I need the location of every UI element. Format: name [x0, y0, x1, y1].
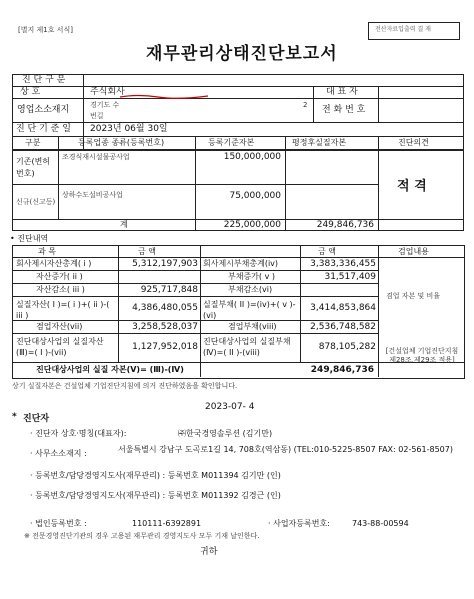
- col-license-header: 등록업종 종류(등록번호): [78, 138, 165, 147]
- left-row-label: 진단대상사업의 실질자산 (Ⅲ)=( I )-(vii): [16, 337, 104, 358]
- right-row-label: 회사제시부채총계(iv): [203, 259, 279, 268]
- guideline-note: [건설업체 기업진단지침 제28조,제29조 적용]: [385, 347, 459, 365]
- biz-reg-value: 743-88-00594: [352, 519, 409, 528]
- total-actual-capital: 249,846,736: [316, 220, 374, 230]
- handwritten-mark: [118, 93, 210, 99]
- left-row-label: 회사제시자산총계( i ): [16, 259, 92, 268]
- right-row-label: 부채감소(vi): [228, 285, 273, 294]
- col-actual-capital-header: 평정후실질자본: [292, 138, 347, 147]
- new-license-item: 상하수도설비공사업: [62, 191, 123, 199]
- col-required-capital-header: 등록기준자본: [208, 138, 255, 147]
- office-address-label: 영업소소재지: [17, 105, 70, 115]
- footnote: ※ 전문경영진단기관의 경우 고용된 재무관리 경영지도사 모두 기재 날인한다.: [24, 532, 260, 540]
- right-row-label: 실질부채( II )=(iv)+( v )-(vi): [203, 300, 296, 321]
- existing-row-label: 기존(변허 번호): [16, 157, 51, 178]
- existing-license-item: 조경식재시설물공사업: [62, 153, 130, 161]
- opinion-value: 적 격: [397, 179, 427, 194]
- total-required-capital: 225,000,000: [223, 220, 281, 230]
- left-row-label: 자산감소( iii ): [36, 285, 85, 294]
- company-name-value: 주식회사: [90, 87, 125, 97]
- office-address-value-1: 경기도 수: [90, 101, 120, 109]
- office-value: 서울특별시 강남구 도곡로1길 14, 708호(역삼동) (TEL:010-5225-8507 FAX: 02-561-8507): [118, 445, 453, 454]
- left-row-value: 925,717,848: [140, 285, 198, 295]
- registration-line-2: · 등록번호/담당경영지도사(재무관리) : 등록번호 M011392 김경근 (인): [30, 491, 281, 500]
- left-item-header: 과 목: [38, 247, 56, 256]
- business-content-header: 검업내용: [398, 247, 429, 256]
- details-heading: • 진단내역: [10, 234, 49, 243]
- registration-line-1: · 등록번호/담당경영지도사(재무관리) : 등록번호 M011394 김기만 (인): [30, 471, 281, 480]
- new-row-label: 신규(신고등): [16, 198, 56, 206]
- base-date-value: 2023년 06월 30일: [90, 124, 168, 134]
- document-title: 재무관리상태진단보고서: [146, 44, 338, 64]
- right-row-label: 부채증가( v ): [228, 272, 275, 281]
- left-row-value: 1,127,952,018: [132, 342, 198, 352]
- business-note: 겸업 자본 및 비율: [386, 292, 441, 300]
- office-label: · 사무소소재지 :: [30, 449, 87, 458]
- corp-reg-label: · 법인등록번호 :: [30, 519, 87, 528]
- office-address-value-3: 번길: [90, 112, 104, 120]
- left-amount-header: 금 액: [138, 247, 156, 256]
- new-required-amount: 75,000,000: [229, 191, 281, 201]
- final-capital-label: 진단대상사업의 실질 자본(Ⅴ)= (Ⅲ)-(Ⅳ): [36, 365, 184, 374]
- col-type-header: 구분: [25, 138, 41, 147]
- left-row-label: 실질자산( I )=( i )+( ii )-( iii ): [16, 300, 110, 321]
- stamp-box-label: 전산자료입출력 결 재: [375, 26, 431, 33]
- biz-reg-label: · 사업자등록번호:: [268, 519, 330, 528]
- left-row-label: 겸업자산(vii): [36, 322, 83, 331]
- existing-required-amount: 150,000,000: [223, 152, 281, 162]
- phone-label: 전 화 번 호: [322, 105, 366, 115]
- right-row-value: 878,105,282: [318, 342, 376, 352]
- confirmation-statement: 상기 실질자본은 건설업체 기업진단지침에 의거 진단하였음을 확인합니다.: [12, 382, 238, 390]
- company-name-label: 상 호: [20, 87, 41, 97]
- office-address-value-2: 2: [303, 101, 308, 109]
- firm-label: · 진단자 상호·명칭(대표자):: [30, 429, 127, 438]
- right-amount-header: 금 액: [318, 247, 336, 256]
- total-label: 계: [120, 220, 128, 229]
- left-row-value: 3,258,528,037: [132, 322, 198, 332]
- firm-value: ㈜한국경영솔루션 (김기만): [178, 429, 273, 438]
- asterisk-mark: *: [12, 412, 17, 422]
- right-row-value: 2,536,748,582: [310, 322, 376, 332]
- report-date: 2023-07- 4: [205, 402, 255, 412]
- stamp-box: [368, 22, 460, 40]
- left-row-value: 4,386,480,055: [132, 303, 198, 313]
- right-row-label: 진단대상사업의 실질부채 (Ⅳ)=( II )-(viii): [203, 337, 291, 358]
- base-date-label: 진 단 기 준 일: [16, 124, 71, 134]
- form-number: [별지 제1호 서식]: [18, 26, 73, 34]
- left-row-value: 5,312,197,903: [132, 259, 198, 269]
- right-row-value: 31,517,409: [324, 272, 376, 282]
- right-row-label: 겸업부채(viii): [228, 322, 277, 331]
- right-row-value: 3,414,853,864: [310, 303, 376, 313]
- final-capital-value: 249,846,736: [310, 365, 374, 375]
- diagnoser-heading: 진단자: [23, 414, 50, 424]
- left-row-label: 자산증가( ii ): [36, 272, 83, 281]
- diag-type-label: 진 단 구 분: [22, 75, 66, 85]
- right-row-value: 3,383,336,455: [310, 259, 376, 269]
- col-opinion-header: 진단의견: [398, 138, 429, 147]
- closing-salutation: 귀하: [200, 547, 218, 557]
- representative-label: 대 표 자: [326, 87, 358, 97]
- corp-reg-value: 110111-6392891: [132, 519, 202, 528]
